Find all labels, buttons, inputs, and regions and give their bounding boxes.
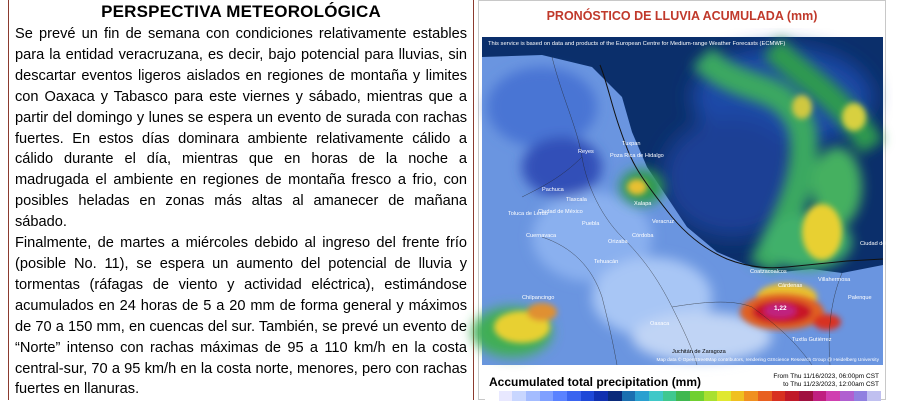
place-coatzacoalcos: Coatzacoalcos bbox=[750, 269, 787, 275]
colorbar-swatch bbox=[840, 391, 854, 401]
map-graphic bbox=[482, 37, 883, 365]
colorbar-swatch bbox=[567, 391, 581, 401]
perspective-paragraph-1: Se prevé un fin de semana con condiciones relativamente estables para la entidad veracruzana, es decir, bajo potencial para lluvias, sin descartar eventos ligeros aislados en regiones de montaña y limites con Oaxaca y Tabasco para este viernes y sábado, mientras que a partir del domingo y lunes se espera un evento de surada con rachas fuertes. En estos días dominara ambiente relativamente cálido a cálido durante el día, mientras que en horas de la noche a madrugada el ambiente en regiones de montaña fresco a frio, con posibles heladas en zonas más altas al amanecer de mañana sábado. bbox=[15, 26, 467, 231]
place-cdmx: Ciudad de México bbox=[538, 209, 583, 215]
place-palenque: Palenque bbox=[848, 295, 872, 301]
place-tlaxcala: Tlaxcala bbox=[566, 197, 587, 203]
colorbar-swatch bbox=[772, 391, 786, 401]
colorbar-swatch bbox=[690, 391, 704, 401]
colorbar-swatch bbox=[704, 391, 718, 401]
place-pachuca: Pachuca bbox=[542, 187, 564, 193]
colorbar-swatch bbox=[540, 391, 554, 401]
colorbar-swatch bbox=[512, 391, 526, 401]
place-reyes: Reyes bbox=[578, 149, 594, 155]
precipitation-map bbox=[482, 37, 908, 365]
colorbar-swatch bbox=[635, 391, 649, 401]
colorbar-swatch bbox=[608, 391, 622, 401]
colorbar-swatch bbox=[553, 391, 567, 401]
place-ciudad-del-carmen: Ciudad del Carmen bbox=[860, 241, 908, 247]
place-puebla: Puebla bbox=[582, 221, 600, 227]
perspective-title: PERSPECTIVA METEOROLÓGICA bbox=[101, 2, 381, 21]
colorbar-swatch bbox=[731, 391, 745, 401]
range-to: to Thu 11/23/2023, 12:00am CST bbox=[783, 381, 879, 388]
colorbar-swatch bbox=[799, 391, 813, 401]
place-villahermosa: Villahermosa bbox=[818, 277, 851, 283]
colorbar-swatch bbox=[813, 391, 827, 401]
place-tehuacan: Tehuacán bbox=[594, 259, 619, 265]
colorbar-swatch bbox=[581, 391, 595, 401]
precipitation-colorbar bbox=[485, 391, 881, 401]
perspective-paragraph-2: Finalmente, de martes a miércoles debido al ingreso del frente frío (posible No. 11), se espera un aumento del potencial de lluvia y tormentas (ráfagas de viento y actividad eléctrica), estimándose acumulados en 24 horas de 5 a 20 mm de forma general y máximos de 70 a 150 mm, en cuencas del sur. También, se prevé un evento de “Norte” intenso con rachas máximas de 95 a 110 km/h en la costa central-sur, 70 a 95 km/h en la costa norte, menores, pero con rachas fuertes en llanuras. bbox=[15, 235, 467, 398]
place-tuxpan: Tuxpan bbox=[622, 141, 641, 147]
place-juchitan: Juchitán de Zaragoza bbox=[672, 349, 726, 355]
legend-label: Accumulated total precipitation (mm) bbox=[489, 375, 702, 389]
colorbar-swatch bbox=[594, 391, 608, 401]
place-veracruz: Veracruz bbox=[652, 219, 675, 225]
place-poza-rica: Poza Rica de Hidalgo bbox=[610, 153, 664, 159]
colorbar-swatch bbox=[526, 391, 540, 401]
place-chilpancingo: Chilpancingo bbox=[522, 295, 555, 301]
colorbar-swatch bbox=[663, 391, 677, 401]
place-oaxaca: Oaxaca bbox=[650, 321, 670, 327]
colorbar-swatch bbox=[649, 391, 663, 401]
colorbar-swatch bbox=[758, 391, 772, 401]
place-cordoba: Córdoba bbox=[632, 233, 654, 239]
colorbar-swatch bbox=[622, 391, 636, 401]
place-tuxtla: Tuxtla Gutiérrez bbox=[792, 337, 832, 343]
perspective-panel bbox=[8, 0, 474, 400]
colorbar-swatch bbox=[854, 391, 868, 401]
colorbar-swatch bbox=[485, 391, 499, 401]
colorbar-swatch bbox=[499, 391, 513, 401]
place-orizaba: Orizaba bbox=[608, 239, 628, 245]
place-cardenas: Cárdenas bbox=[778, 283, 803, 289]
colorbar-swatch bbox=[676, 391, 690, 401]
forecast-map-panel bbox=[478, 0, 908, 400]
map-title: PRONÓSTICO DE LLUVIA ACUMULADA (mm) bbox=[546, 9, 818, 23]
ecmwf-notice: This service is based on data and products of the European Centre for Medium-range Weather Forecasts (ECMWF) bbox=[488, 41, 786, 47]
colorbar-swatch bbox=[744, 391, 758, 401]
colorbar-swatch bbox=[867, 391, 881, 401]
colorbar-swatch bbox=[785, 391, 799, 401]
range-from: From Thu 11/16/2023, 06:00pm CST bbox=[773, 373, 879, 380]
colorbar-swatch bbox=[717, 391, 731, 401]
place-toluca: Toluca de Lerdo bbox=[508, 211, 548, 217]
colorbar-swatch bbox=[826, 391, 840, 401]
map-credit: Map data © OpenStreetMap contributors, rendering GIScience Research Group @ Heidelberg University bbox=[656, 358, 879, 363]
max-precip-label: 1,22 bbox=[774, 305, 787, 312]
place-xalapa: Xalapa bbox=[634, 201, 652, 207]
place-cuernavaca: Cuernavaca bbox=[526, 233, 557, 239]
